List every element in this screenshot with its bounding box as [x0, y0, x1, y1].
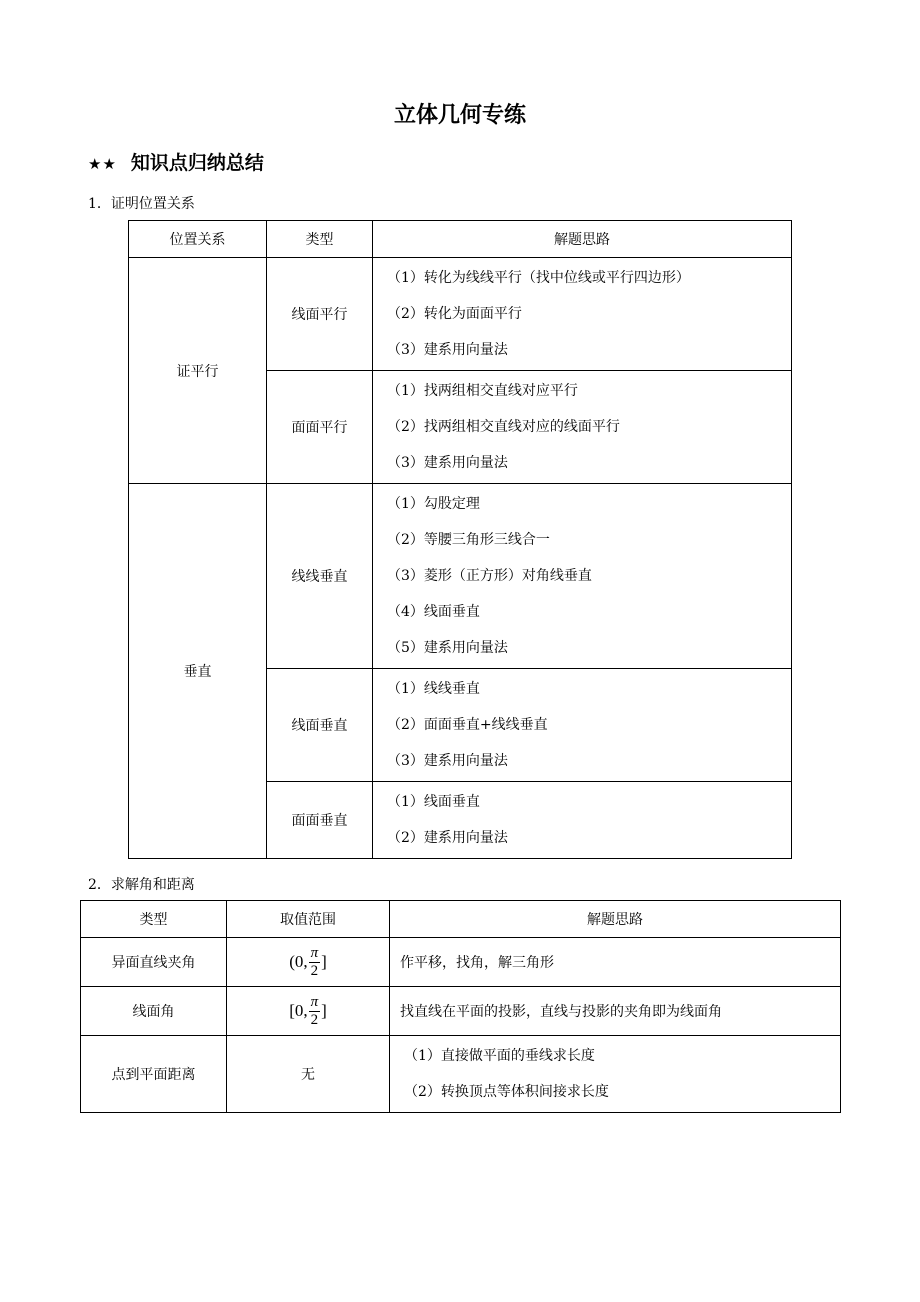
type-cell: 线面角 [81, 987, 227, 1036]
method-cell [373, 371, 792, 484]
table-header-row [129, 221, 792, 258]
range-open: (0, [289, 952, 308, 971]
method-line: （5）建系用向量法 [387, 640, 508, 656]
method-line: （2）转化为面面平行 [387, 306, 522, 322]
header-cell: 解题思路 [373, 221, 792, 258]
star-icon: ★★ [88, 155, 117, 173]
method-line: （2）等腰三角形三线合一 [387, 532, 550, 548]
table-row [81, 1036, 841, 1113]
table-row [129, 484, 792, 669]
method-cell: 找直线在平面的投影，直线与投影的夹角即为线面角 [390, 987, 841, 1036]
table-header-row [81, 901, 841, 938]
method-line: （3）建系用向量法 [387, 753, 508, 769]
method-line: （1）线线垂直 [387, 681, 480, 697]
method-cell [373, 484, 792, 669]
part2-heading: 2．求解角和距离 [88, 877, 195, 893]
relation-cell: 证平行 [129, 258, 267, 484]
header-cell: 取值范围 [227, 901, 390, 938]
table-row [81, 987, 841, 1036]
method-line: （3）建系用向量法 [387, 342, 508, 358]
method-line: （1）线面垂直 [387, 794, 480, 810]
type-cell: 点到平面距离 [81, 1036, 227, 1113]
range-cell: 无 [227, 1036, 390, 1113]
header-cell: 类型 [81, 901, 227, 938]
method-line: （3）建系用向量法 [387, 455, 508, 471]
type-cell: 线面垂直 [267, 669, 373, 782]
type-cell: 线线垂直 [267, 484, 373, 669]
method-line: （3）菱形（正方形）对角线垂直 [387, 568, 592, 584]
section-title: 知识点归纳总结 [130, 152, 264, 174]
fraction-numerator: π [310, 993, 319, 1010]
type-cell: 异面直线夹角 [81, 938, 227, 987]
range-cell [227, 938, 390, 987]
range-formula [289, 994, 327, 1029]
section-heading [88, 148, 264, 175]
fraction-numerator: π [310, 944, 319, 961]
range-close: ] [321, 1001, 327, 1020]
angle-distance-table [80, 900, 841, 1113]
type-cell: 面面垂直 [267, 782, 373, 859]
relation-cell: 垂直 [129, 484, 267, 859]
method-line: （2）面面垂直+线线垂直 [387, 717, 548, 733]
method-cell [373, 669, 792, 782]
method-line: （2）转换顶点等体积间接求长度 [404, 1084, 609, 1100]
method-cell: 作平移，找角，解三角形 [390, 938, 841, 987]
pi-over-two [309, 994, 321, 1029]
method-cell [373, 258, 792, 371]
part1-heading: 1．证明位置关系 [88, 196, 195, 212]
method-line: （1）转化为线线平行（找中位线或平行四边形） [387, 270, 690, 286]
header-cell: 位置关系 [129, 221, 267, 258]
position-relation-table [128, 220, 792, 859]
range-formula [289, 945, 327, 980]
method-cell [390, 1036, 841, 1113]
type-cell: 线面平行 [267, 258, 373, 371]
range-cell [227, 987, 390, 1036]
fraction-denominator: 2 [310, 1011, 319, 1028]
table-row [81, 938, 841, 987]
range-close: ] [321, 952, 327, 971]
method-cell [373, 782, 792, 859]
fraction-denominator: 2 [310, 962, 319, 979]
method-line: （1）直接做平面的垂线求长度 [404, 1048, 595, 1064]
table-row [129, 258, 792, 371]
range-open: [0, [289, 1001, 308, 1020]
method-line: （4）线面垂直 [387, 604, 480, 620]
pi-over-two [309, 945, 321, 980]
header-cell: 类型 [267, 221, 373, 258]
method-line: （2）找两组相交直线对应的线面平行 [387, 419, 620, 435]
page-title: 立体几何专练 [393, 103, 526, 128]
method-line: （1）勾股定理 [387, 496, 480, 512]
header-cell: 解题思路 [390, 901, 841, 938]
type-cell: 面面平行 [267, 371, 373, 484]
method-line: （1）找两组相交直线对应平行 [387, 383, 578, 399]
method-line: （2）建系用向量法 [387, 830, 508, 846]
